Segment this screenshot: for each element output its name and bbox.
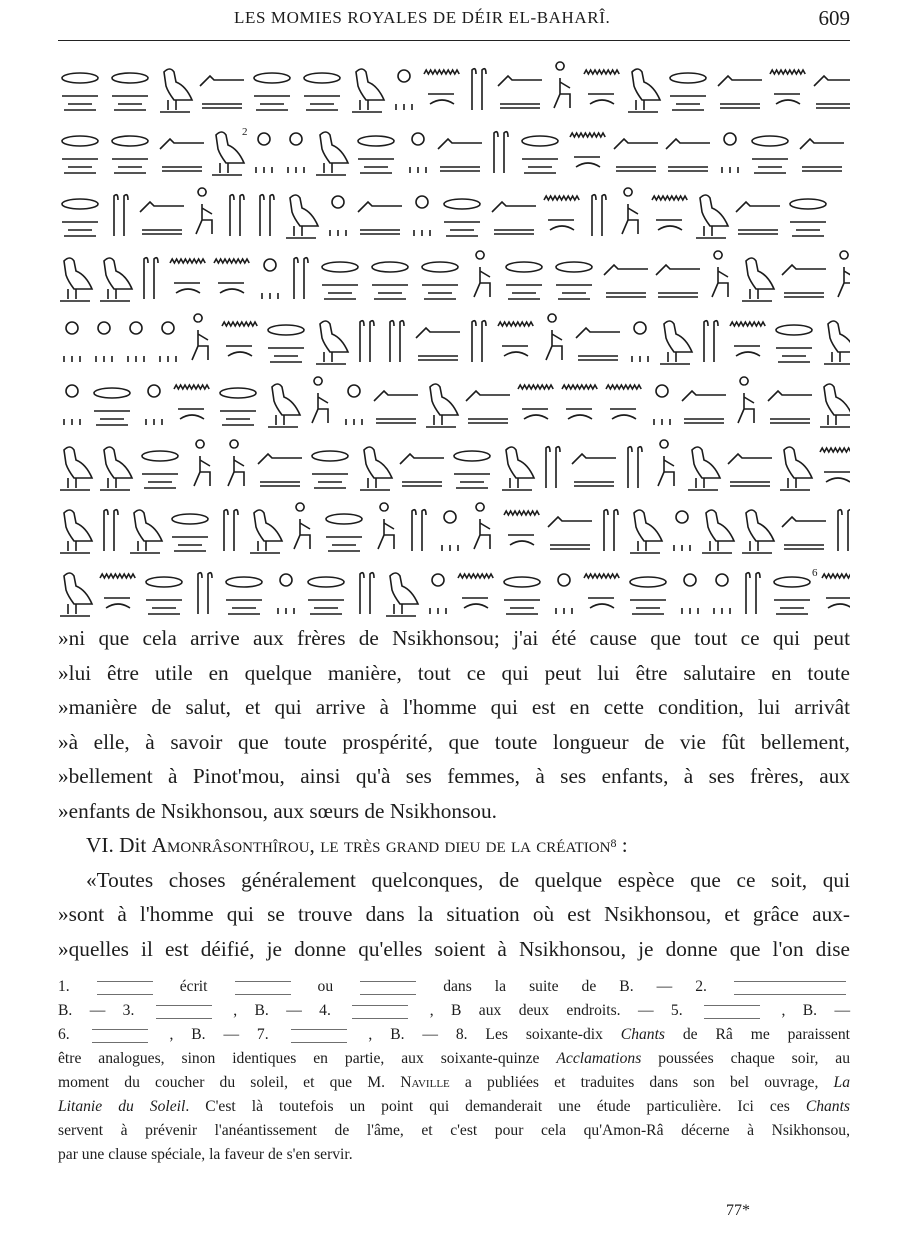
hieroglyph-sign-icon <box>718 76 762 108</box>
hieroglyph-sign-icon <box>64 385 80 425</box>
hieroglyph-group-icon <box>287 1027 351 1044</box>
hieroglyph-sign-icon <box>312 377 328 423</box>
hieroglyph-sign-icon <box>444 199 480 236</box>
hieroglyph-group-icon <box>348 1003 412 1020</box>
note-smallcaps: Naville <box>400 1074 450 1091</box>
footnote-line <box>58 975 850 999</box>
hieroglyph-sign-icon <box>262 259 278 299</box>
hieroglyph-sign-icon <box>304 73 340 110</box>
hieroglyph-sign-icon <box>62 199 98 236</box>
hieroglyph-sign-icon <box>214 259 249 293</box>
hieroglyph-sign-icon <box>256 133 272 173</box>
hieroglyph-sign-icon <box>562 385 597 419</box>
hieroglyph-sign-icon <box>738 377 754 423</box>
hieroglyph-sign-icon <box>702 510 734 553</box>
hieroglyph-sign-icon <box>544 196 579 230</box>
hieroglyph-sign-icon <box>144 258 158 299</box>
translation-line: »lui être utile en quelque manière, tout ce qui peut lui être salutaire en toute <box>58 660 850 685</box>
hieroglyph-sign-icon <box>604 265 648 297</box>
hieroglyph-group-icon <box>231 979 295 996</box>
hieroglyph-sign-icon <box>64 322 80 362</box>
hieroglyph-sign-icon <box>268 325 304 362</box>
hieroglyph-sign-icon <box>824 321 850 364</box>
hieroglyph-sign-icon <box>128 322 144 362</box>
footnote-line <box>58 999 850 1023</box>
hieroglyph-sign-icon <box>360 321 374 362</box>
note-text: a publiées et traduites dans son bel ouvrage, <box>449 1074 834 1091</box>
hieroglyph-sign-icon <box>498 322 533 356</box>
hieroglyph-sign-icon <box>312 451 348 488</box>
hieroglyph-group-icon <box>152 1003 216 1020</box>
hieroglyph-group-icon <box>93 979 157 996</box>
hieroglyph-sign-icon <box>352 69 384 112</box>
hieroglyph-sign-icon <box>346 385 362 425</box>
hieroglyph-line-drawing <box>58 60 850 116</box>
section-heading-end: : <box>616 833 628 857</box>
hieroglyph-sign-icon <box>378 503 394 549</box>
hieroglyph-sign-icon <box>316 321 348 364</box>
note-text: , B. — 8. Les soixante-dix <box>368 1026 621 1043</box>
hieroglyph-sign-icon <box>474 503 490 549</box>
hieroglyph-line <box>58 186 850 242</box>
hieroglyph-sign-icon <box>658 440 674 486</box>
hieroglyph-sign-icon <box>414 196 430 236</box>
hieroglyph-sign-icon <box>556 262 592 299</box>
hieroglyph-sign-icon <box>288 133 304 173</box>
signature-mark: 77* <box>726 1202 750 1219</box>
hieroglyph-sign-icon <box>322 262 358 299</box>
hieroglyph-sign-icon <box>606 385 641 419</box>
hieroglyph-line <box>58 501 850 557</box>
running-title: LES MOMIES ROYALES DE DÉIR EL-BAHARÎ. <box>234 8 611 27</box>
hieroglyph-sign-icon <box>688 447 720 490</box>
hieroglyph-line-drawing <box>58 375 850 431</box>
hieroglyph-line-drawing <box>58 312 850 368</box>
hieroglyph-sign-icon <box>100 447 132 490</box>
hieroglyph-sign-icon <box>358 136 394 173</box>
hieroglyph-sign-icon <box>576 328 620 360</box>
hieroglyph-sign-icon <box>604 510 618 551</box>
hieroglyph-line <box>58 375 850 431</box>
note-text: moment du coucher du soleil, et que M. <box>58 1074 401 1091</box>
hieroglyph-sign-icon <box>422 262 458 299</box>
hieroglyph-sign-icon <box>160 322 176 362</box>
hieroglyph-sign-icon <box>194 440 210 486</box>
hieroglyph-sign-icon <box>268 384 300 427</box>
hieroglyph-line-drawing <box>58 186 850 242</box>
hieroglyph-sign-icon <box>316 132 348 175</box>
hieroglyph-line <box>58 249 850 305</box>
hieroglyph-sign-icon <box>614 139 658 171</box>
hieroglyph-sign-icon <box>196 188 212 234</box>
hieroglyph-sign-icon <box>704 321 718 362</box>
hieroglyph-sign-icon <box>660 321 692 364</box>
hieroglyph-line <box>58 312 850 368</box>
hieroglyph-sign-icon <box>390 321 404 362</box>
footnote-line <box>58 1047 850 1071</box>
hieroglyph-sign-icon <box>250 510 282 553</box>
hieroglyph-sign-icon <box>652 196 687 230</box>
hieroglyph-sign-icon <box>112 136 148 173</box>
hieroglyph-sign-icon <box>142 451 178 488</box>
hieroglyph-sign-icon <box>466 391 510 423</box>
hieroglyph-sign-icon <box>498 76 542 108</box>
hieroglyph-sign-icon <box>62 73 98 110</box>
hieroglyph-sign-icon <box>770 70 805 104</box>
hieroglyph-sign-icon <box>412 510 426 551</box>
quote-line: »quelles il est déifié, je donne qu'elles soient à Nsikhonsou, je donne que l'on dise <box>58 936 850 961</box>
hieroglyph-group-icon <box>700 1003 764 1020</box>
footnote-line: par une clause spéciale, la faveur de s'en servir. <box>58 1146 353 1163</box>
hieroglyph-sign-icon <box>714 574 730 614</box>
hieroglyph-sign-icon <box>228 440 244 486</box>
hieroglyph-sign-icon <box>494 132 508 173</box>
hieroglyph-sign-icon <box>372 262 408 299</box>
hieroglyph-sign-icon <box>674 511 690 551</box>
hieroglyph-sign-icon <box>60 573 92 616</box>
footnote-line: servent à prévenir l'anéantissement de l'âme, et c'est pour cela qu'Amon-Râ décerne à Nsikhonsou, <box>58 1122 850 1139</box>
hieroglyph-sign-icon <box>60 258 92 301</box>
hieroglyph-sign-icon <box>230 195 244 236</box>
translation-line: »bellement à Pinot'mou, ainsi qu'à ses femmes, à ses enfants, à ses frères, aux <box>58 764 850 788</box>
footnotes <box>58 975 850 1167</box>
hieroglyph-note-marker: 6 <box>812 567 818 579</box>
hieroglyph-sign-icon <box>386 573 418 616</box>
hieroglyph-sign-icon <box>360 447 392 490</box>
note-text: , B aux deux endroits. — 5. <box>429 1002 683 1019</box>
translation-line: »à elle, à savoir que toute prospérité, que toute longueur de vie fût bellement, <box>58 729 850 754</box>
hieroglyph-sign-icon <box>696 195 728 238</box>
hieroglyph-sign-icon <box>548 517 592 549</box>
hieroglyph-sign-icon <box>224 510 238 551</box>
hieroglyph-sign-icon <box>632 322 648 362</box>
section-heading <box>58 828 850 863</box>
note-1-number: 1. <box>58 978 70 995</box>
hieroglyph-sign-icon <box>584 574 619 608</box>
hieroglyph-sign-icon <box>584 70 619 104</box>
hieroglyph-sign-icon <box>146 577 182 614</box>
page-number: 609 <box>818 6 850 30</box>
translation-line: »enfants de Nsikhonsou, aux sœurs de Nsikhonsou. <box>58 798 497 823</box>
hieroglyph-sign-icon <box>278 574 294 614</box>
hieroglyph-sign-icon <box>294 258 308 299</box>
hieroglyph-note-marker: 2 <box>242 126 248 138</box>
hieroglyph-sign-icon <box>416 328 460 360</box>
hieroglyph-sign-icon <box>454 451 490 488</box>
translation-text <box>58 621 850 966</box>
note-italic: Acclamations <box>556 1050 642 1067</box>
hieroglyph-group-icon <box>88 1027 152 1044</box>
page-header <box>58 8 850 36</box>
note-italic: Litanie du Soleil <box>58 1098 186 1115</box>
hieroglyph-line <box>58 123 850 179</box>
hieroglyph-sign-icon <box>60 510 92 553</box>
hieroglyph-sign-icon <box>730 322 765 356</box>
hieroglyph-sign-icon <box>62 136 98 173</box>
hieroglyph-line-drawing <box>58 501 850 557</box>
note-text: dans la suite de B. — 2. <box>443 978 707 995</box>
footnote-ref: 8 <box>610 836 617 850</box>
hieroglyph-sign-icon <box>782 265 826 297</box>
hieroglyph-line-drawing <box>58 564 850 620</box>
note-text: . C'est là toutefois un point qui demanderait une étude particulière. Ici ces <box>185 1098 806 1115</box>
hieroglyph-sign-icon <box>666 139 710 171</box>
hieroglyph-sign-icon <box>682 391 726 423</box>
note-text: , B. — 7. <box>169 1026 269 1043</box>
footnote-line <box>58 1095 850 1119</box>
hieroglyph-sign-icon <box>838 510 850 551</box>
translation-line: »manière de salut, et qui arrive à l'homme qui est en cette condition, lui arrivât <box>58 695 850 719</box>
note-text: B. — 3. <box>58 1002 135 1019</box>
hieroglyph-sign-icon <box>800 139 844 171</box>
hieroglyph-sign-icon <box>94 388 130 425</box>
translation-line: »ni que cela arrive aux frères de Nsikhonsou; j'ai été cause que tout ce qui peut <box>58 626 850 650</box>
hieroglyph-line <box>58 564 850 620</box>
hieroglyph-sign-icon <box>622 188 638 234</box>
hieroglyph-sign-icon <box>60 447 92 490</box>
hieroglyph-sign-icon <box>358 202 402 234</box>
hieroglyph-sign-icon <box>654 385 670 425</box>
note-text: , B. — 4. <box>233 1002 331 1019</box>
hieroglyph-line <box>58 60 850 116</box>
hieroglyph-sign-icon <box>838 251 850 297</box>
hieroglyph-group-icon <box>730 979 850 996</box>
note-text: de Râ me paraissent <box>665 1026 850 1043</box>
hieroglyph-sign-icon <box>522 136 558 173</box>
hieroglyph-sign-icon <box>776 325 812 362</box>
section-heading-start: VI. Dit <box>86 833 152 857</box>
hieroglyph-sign-icon <box>504 511 539 545</box>
hieroglyph-line-drawing <box>58 249 850 305</box>
section-heading-title: Amonrâsonthîrou, le très grand dieu de la création <box>151 833 611 857</box>
hieroglyph-sign-icon <box>506 262 542 299</box>
hieroglyph-sign-icon <box>100 258 132 301</box>
hieroglyph-sign-icon <box>554 62 570 108</box>
note-italic: Chants <box>620 1026 665 1043</box>
hieroglyph-sign-icon <box>472 321 486 362</box>
hieroglyph-sign-icon <box>200 76 244 108</box>
hieroglyph-sign-icon <box>628 69 660 112</box>
note-text: ou <box>317 978 334 995</box>
hieroglyph-sign-icon <box>294 503 310 549</box>
note-text: être analogues, sinon identiques en partie, aux soixante-quinze <box>58 1050 557 1067</box>
hieroglyph-sign-icon <box>260 195 274 236</box>
hieroglyph-sign-icon <box>326 514 362 551</box>
hieroglyph-sign-icon <box>518 385 553 419</box>
hieroglyph-sign-icon <box>570 133 605 167</box>
hieroglyph-sign-icon <box>746 573 760 614</box>
note-italic: La <box>833 1074 851 1091</box>
hieroglyph-sign-icon <box>752 136 788 173</box>
hieroglyph-sign-icon <box>474 251 490 297</box>
hieroglyph-sign-icon <box>396 70 412 110</box>
hieroglyph-sign-icon <box>768 391 812 423</box>
hieroglyph-sign-icon <box>712 251 728 297</box>
note-text: 6. <box>58 1026 70 1043</box>
hieroglyph-sign-icon <box>556 574 572 614</box>
footnote-line <box>58 1071 850 1095</box>
hieroglyph-sign-icon <box>146 385 162 425</box>
hieroglyph-sign-icon <box>742 510 774 553</box>
hieroglyph-sign-icon <box>308 577 344 614</box>
hieroglyph-sign-icon <box>114 195 128 236</box>
hieroglyph-sign-icon <box>742 258 774 301</box>
hieroglyph-sign-icon <box>198 573 212 614</box>
hieroglyph-sign-icon <box>438 139 482 171</box>
hieroglyph-sign-icon <box>220 388 256 425</box>
hieroglyph-sign-icon <box>682 574 698 614</box>
hieroglyph-line-drawing <box>58 438 850 494</box>
hieroglyph-sign-icon <box>330 196 346 236</box>
hieroglyph-sign-icon <box>100 574 135 608</box>
hieroglyph-sign-icon <box>630 510 662 553</box>
note-text: écrit <box>179 978 208 995</box>
hieroglyph-sign-icon <box>504 577 540 614</box>
hieroglyph-sign-icon <box>112 73 148 110</box>
hieroglyph-sign-icon <box>722 133 738 173</box>
note-text: poussées chaque soir, au <box>641 1050 850 1067</box>
hieroglyph-sign-icon <box>170 259 205 293</box>
quote-line: »sont à l'homme qui se trouve dans la situation où est Nsikhonsou, et grâce aux- <box>58 902 850 926</box>
quote-line: «Toutes choses généralement quelconques, de quelque espèce que ce soit, qui <box>86 867 850 892</box>
hieroglyph-sign-icon <box>782 517 826 549</box>
hieroglyph-sign-icon <box>424 70 459 104</box>
hieroglyph-sign-icon <box>458 574 493 608</box>
hieroglyph-line-drawing <box>58 123 850 179</box>
hieroglyph-sign-icon <box>656 265 700 297</box>
hieroglyph-sign-icon <box>426 384 458 427</box>
hieroglyph-sign-icon <box>728 454 772 486</box>
header-rule <box>58 40 850 41</box>
hieroglyph-sign-icon <box>286 195 318 238</box>
hieroglyph-sign-icon <box>442 511 458 551</box>
hieroglyph-line <box>58 438 850 494</box>
hieroglyph-sign-icon <box>628 447 642 488</box>
hieroglyph-sign-icon <box>172 514 208 551</box>
hieroglyph-sign-icon <box>592 195 606 236</box>
hieroglyph-sign-icon <box>96 322 112 362</box>
hieroglyph-sign-icon <box>546 447 560 488</box>
hieroglyph-sign-icon <box>254 73 290 110</box>
hieroglyph-sign-icon <box>160 139 204 171</box>
hieroglyph-sign-icon <box>410 133 426 173</box>
hieroglyph-sign-icon <box>400 454 444 486</box>
hieroglyph-sign-icon <box>226 577 262 614</box>
hieroglyph-sign-icon <box>258 454 302 486</box>
footnote-line <box>58 1023 850 1047</box>
hieroglyph-sign-icon <box>790 199 826 236</box>
hieroglyph-sign-icon <box>222 322 257 356</box>
hieroglyph-sign-icon <box>430 574 446 614</box>
hieroglyph-sign-icon <box>572 454 616 486</box>
hieroglyph-sign-icon <box>360 573 374 614</box>
hieroglyph-sign-icon <box>160 69 192 112</box>
hieroglyph-sign-icon <box>774 577 810 614</box>
hieroglyph-sign-icon <box>670 73 706 110</box>
hieroglyph-sign-icon <box>780 447 812 490</box>
hieroglyph-sign-icon <box>546 314 562 360</box>
hieroglyph-sign-icon <box>814 76 850 108</box>
hieroglyph-sign-icon <box>130 510 162 553</box>
hieroglyphic-text-block <box>58 60 850 627</box>
hieroglyph-sign-icon <box>212 132 244 175</box>
note-italic: Chants <box>805 1098 851 1115</box>
hieroglyph-sign-icon <box>492 202 536 234</box>
hieroglyph-sign-icon <box>104 510 118 551</box>
hieroglyph-sign-icon <box>820 384 850 427</box>
hieroglyph-group-icon <box>356 979 420 996</box>
hieroglyph-sign-icon <box>472 69 486 110</box>
hieroglyph-sign-icon <box>736 202 780 234</box>
hieroglyph-sign-icon <box>140 202 184 234</box>
hieroglyph-sign-icon <box>630 577 666 614</box>
hieroglyph-sign-icon <box>374 391 418 423</box>
note-text: , B. — <box>781 1002 851 1019</box>
hieroglyph-sign-icon <box>822 574 850 608</box>
hieroglyph-sign-icon <box>502 447 534 490</box>
hieroglyph-sign-icon <box>192 314 208 360</box>
hieroglyph-sign-icon <box>174 385 209 419</box>
hieroglyph-sign-icon <box>820 448 850 482</box>
